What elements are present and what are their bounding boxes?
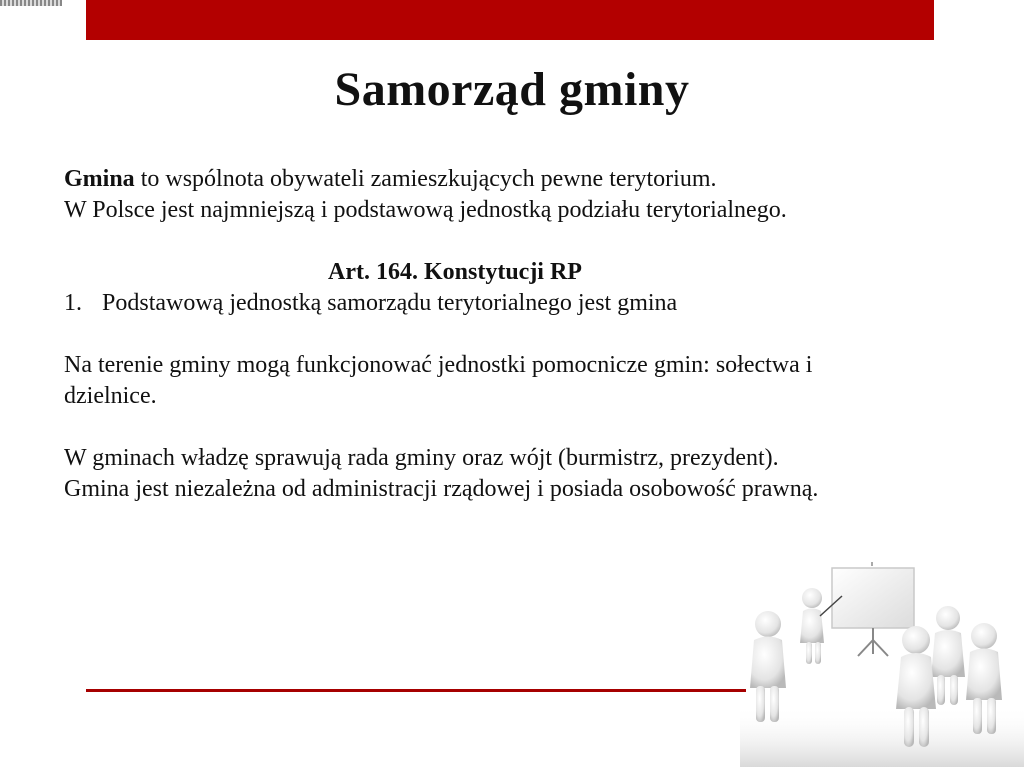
top-accent-bar — [86, 0, 934, 40]
intro-line-1 — [64, 164, 984, 195]
intro-line-2: W Polsce jest najmniejszą i podstawową jednostką podziału terytorialnego. — [64, 197, 787, 223]
units-line-2: dzielnice. — [64, 383, 157, 409]
slide-body — [64, 164, 984, 505]
units-line-1: Na terenie gminy mogą funkcjonować jednostki pomocnicze gmin: sołectwa i — [64, 352, 813, 378]
bottom-divider — [86, 689, 746, 692]
intro-line-1-rest: to wspólnota obywateli zamieszkujących pewne terytorium. — [134, 166, 717, 192]
authority-line-1: W gminach władzę sprawują rada gminy oraz wójt (burmistrz, prezydent). — [64, 445, 779, 471]
article-heading: Art. 164. Konstytucji RP — [328, 259, 582, 285]
article-item-text: Podstawową jednostką samorządu terytorialnego jest gmina — [102, 290, 678, 316]
slide-title: Samorząd gminy — [334, 63, 690, 116]
article-item — [64, 288, 984, 319]
corner-mark — [0, 0, 62, 6]
intro-bold-term: Gmina — [64, 166, 135, 192]
authority-line-2: Gmina jest niezależna od administracji rządowej i posiada osobowość prawną. — [64, 476, 819, 502]
presentation-people-icon — [740, 556, 1024, 767]
article-item-number: 1. — [64, 290, 82, 316]
